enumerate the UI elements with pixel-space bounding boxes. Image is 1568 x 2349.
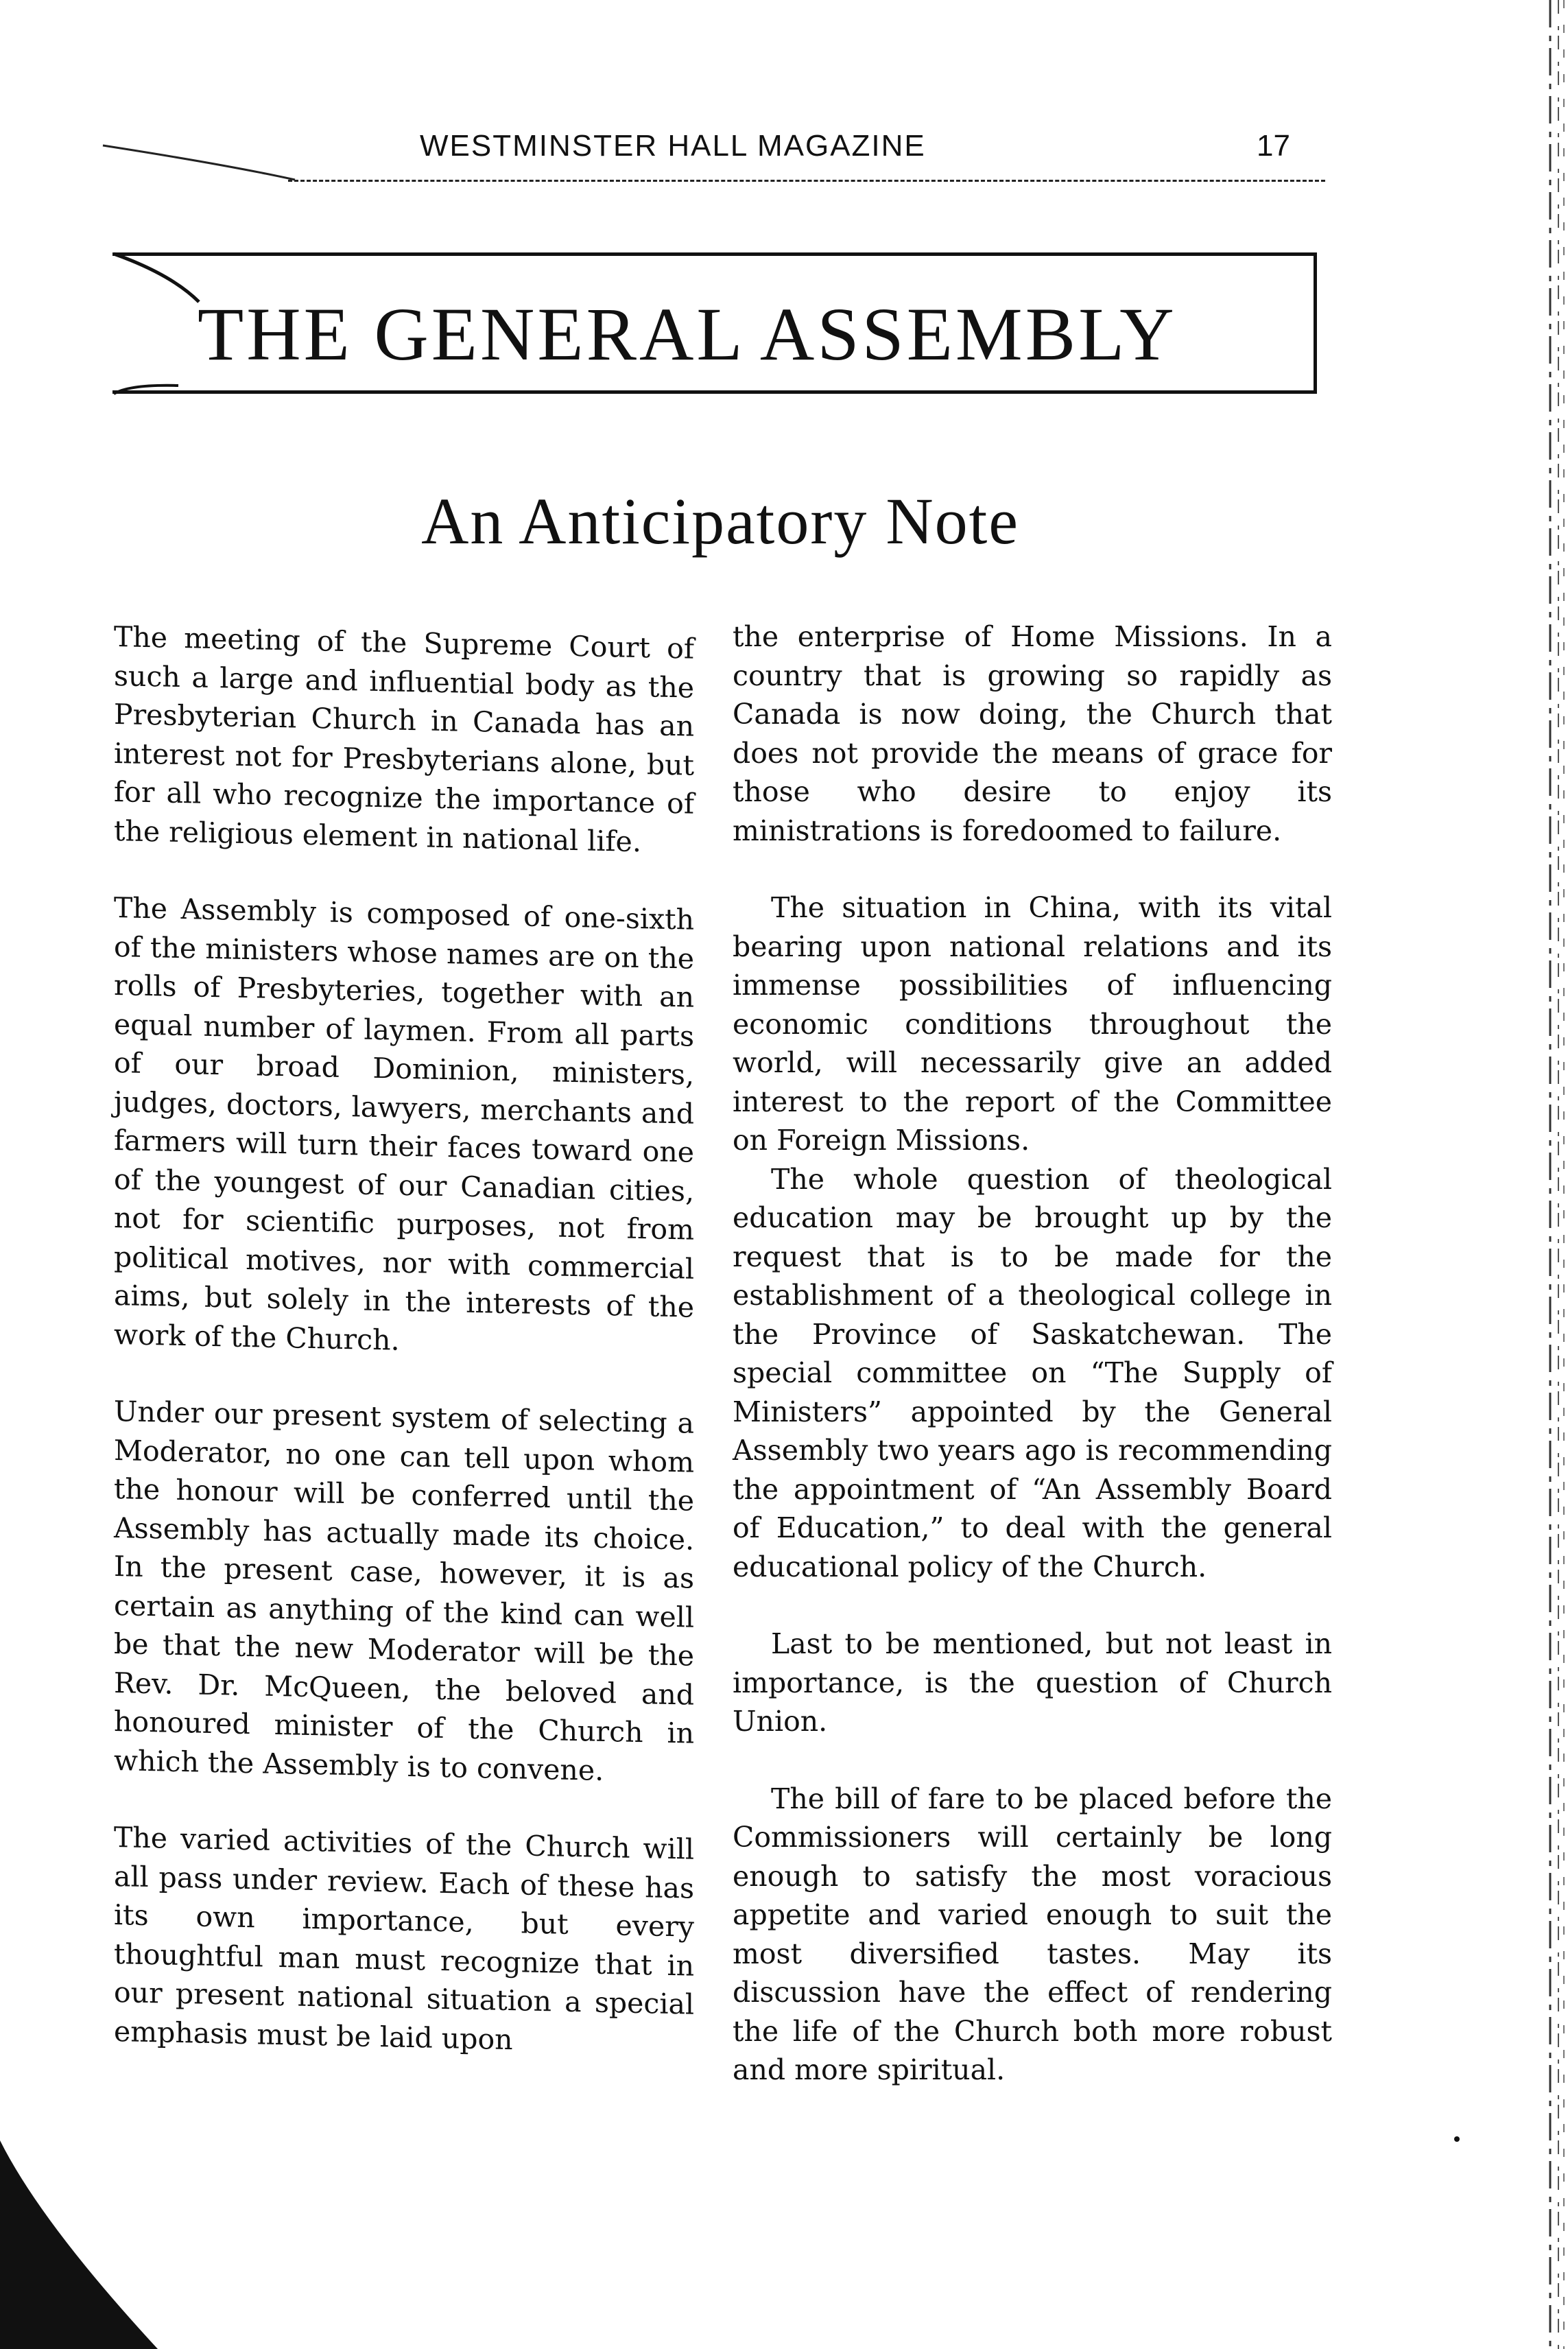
- running-head: WESTMINSTER HALL MAGAZINE: [420, 129, 926, 163]
- article-title: An Anticipatory Note: [421, 484, 1019, 558]
- paragraph: The Assembly is composed of one-sixth of the ministers whose names are on the rolls of Presbyteries, together with an equal number of laymen. From all parts of our broad Dominion, ministers, judges, doctors, lawyers, merchants and farmers will turn their faces toward one of the youngest of our Canadian cities, not for scientific purposes, not from political motives, nor with commercial aims, but solely in the interests of the work of the Church.: [114, 891, 694, 1357]
- right-column: [733, 617, 1332, 2128]
- page-number: 17: [1257, 129, 1290, 163]
- paragraph: The bill of fare to be placed before the Commissioners will certainly be long enough to satisfy the most voracious appetite and varied enough to suit the most diversified tastes. May its discussion have the effect of rendering the life of the Church both more robust and more spiritual.: [733, 1782, 1332, 2086]
- section-title: THE GENERAL ASSEMBLY: [198, 292, 1177, 376]
- paragraph: The varied activities of the Church will all pass under review. Each of these has its own importance, but every thoughtful man must recognize that in our present national situation a special emphasis must be laid upon: [114, 1821, 694, 2056]
- page-curl-shadow: [0, 2140, 165, 2349]
- ink-speck: [1453, 2135, 1461, 2143]
- left-column: [114, 617, 694, 2089]
- paragraph: Last to be mentioned, but not least in importance, is the question of Church Union.: [733, 1627, 1332, 1738]
- paragraph: The situation in China, with its vital bearing upon national relations and its immense possibilities of influencing economic conditions throughout the world, will necessarily give an added interest to the report of the Committee on Foreign Missions.: [733, 891, 1332, 1157]
- binding-edge: [1543, 0, 1568, 2349]
- paragraph: the enterprise of Home Missions. In a country that is growing so rapidly as Canada is now doing, the Church that does not provide the means of grace for those who desire to enjoy its ministrations is foredoomed to failure.: [733, 620, 1332, 847]
- paragraph: Under our present system of selecting a Moderator, no one can tell upon whom the honour will be conferred until the Assembly has actually made its choice. In the present case, however, it is as certain as anything of the kind can well be that the new Moderator will be the Rev. Dr. McQueen, the beloved and honoured minister of the Church in which the Assembly is to convene.: [114, 1395, 694, 1787]
- paragraph: The meeting of the Supreme Court of such a large and influential body as the Presbyterian Church in Canada has an interest not for Presbyterians alone, but for all who recognize the importance of the religious element in national life.: [114, 620, 694, 858]
- paragraph: The whole question of theological education may be brought up by the request that is to be made for the establishment of a theological college in the Province of Saskatchewan. The special committee on “The Supply of Ministers” appointed by the General Assembly two years ago is recommending the appointment of “An Assembly Board of Education,” to deal with the general educational policy of the Church.: [733, 1162, 1332, 1583]
